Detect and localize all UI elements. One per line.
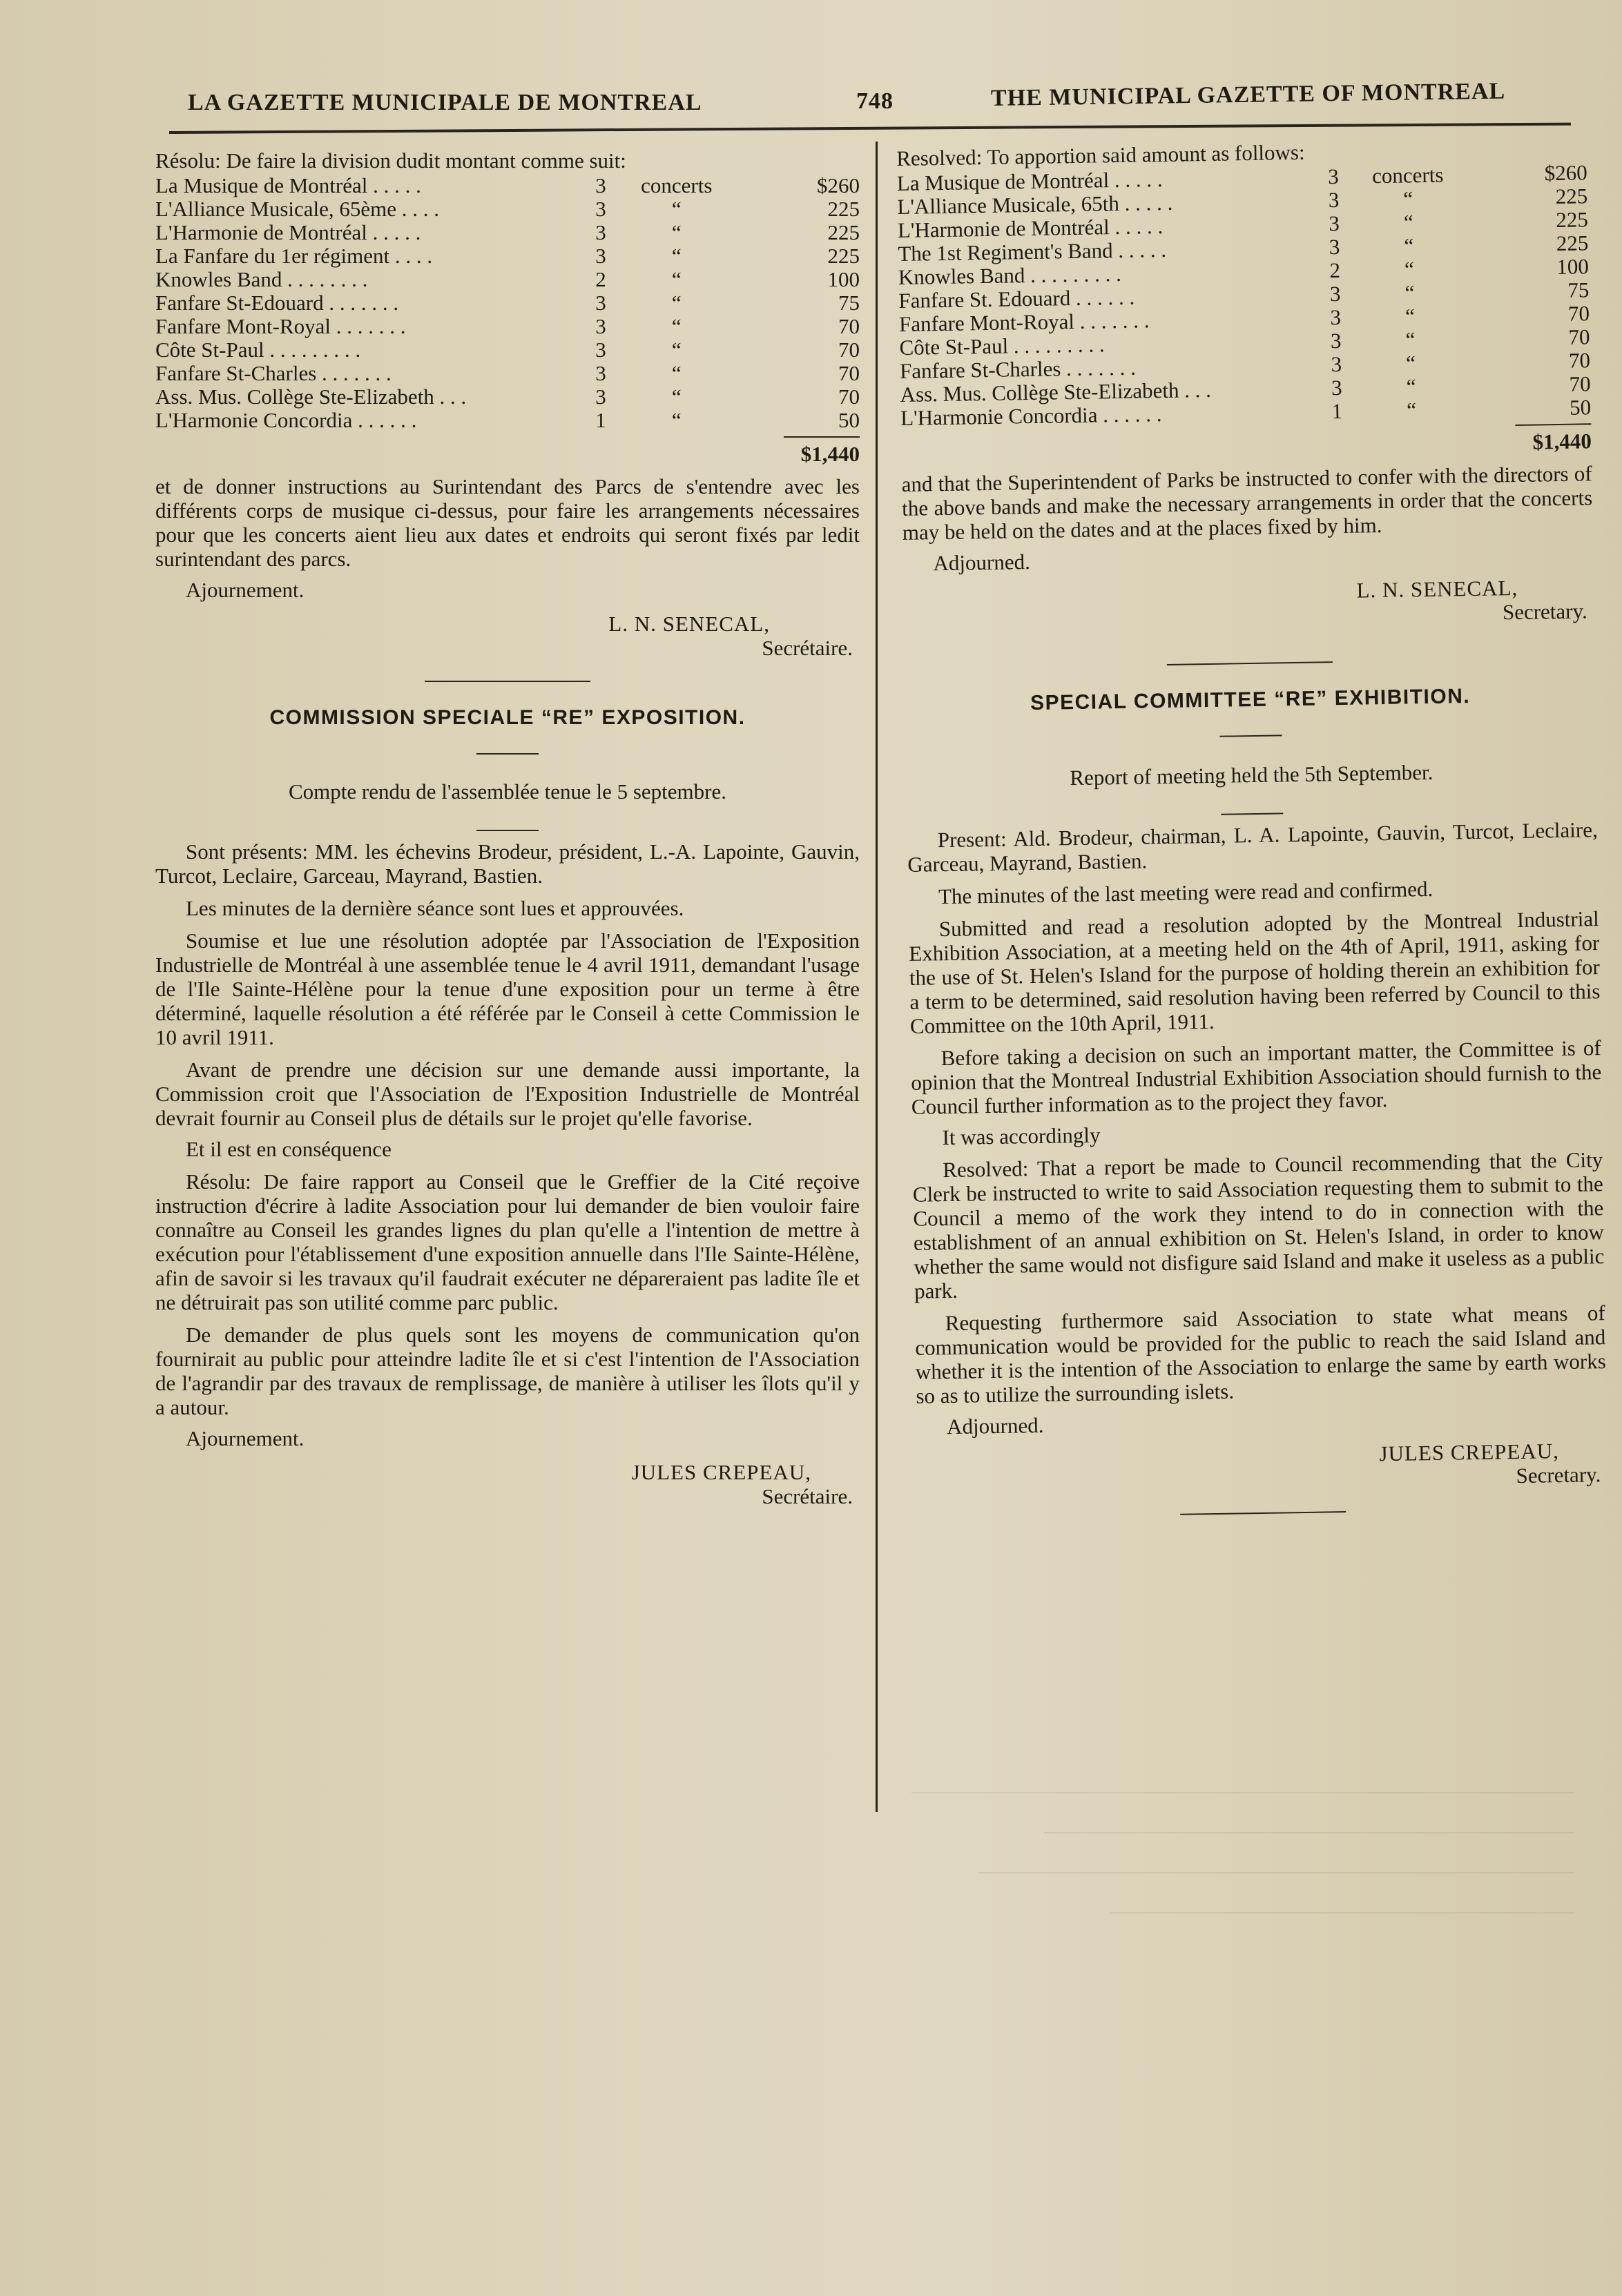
resolution-intro: Résolu: De faire la division dudit montant comme suit:	[155, 148, 626, 173]
allocation-unit: “	[671, 338, 682, 362]
consequently-line: It was accordingly	[942, 1122, 1101, 1150]
allocation-band: Knowles Band . . . . . . . .	[155, 267, 368, 291]
allocation-amount: 70	[1567, 301, 1590, 326]
allocation-count: 3	[1331, 351, 1342, 377]
allocation-count: 3	[1330, 328, 1342, 353]
column-divider	[876, 142, 878, 1812]
allocation-amount: 225	[827, 197, 860, 221]
allocation-amount: 70	[1568, 324, 1590, 349]
allocation-unit: “	[1405, 327, 1416, 352]
allocation-unit: “	[1404, 233, 1414, 258]
allocation-row	[155, 174, 860, 197]
allocation-amount: 75	[1567, 278, 1590, 302]
resolved-paragraph: Résolu: De faire rapport au Conseil que le Greffier de la Cité reçoive instruction d'écrire à ladite Association pour lui demander de bien vouloir faire connaître au Conseil les grandes lignes du plan qu'elle a l'intention de mettre à exécution pour l'établissement d'une exposition annuelle dans l'Ile Sainte-Hélène, afin de savoir si les travaux qu'il faudrait exécuter ne dépareraient pas ladite île et ne détruirait pas son utilité comme parc public.	[155, 1169, 860, 1314]
allocation-unit: concerts	[1371, 162, 1444, 188]
allocation-band: Fanfare St-Charles . . . . . . .	[155, 361, 392, 385]
total-rule	[784, 436, 860, 438]
total-rule	[1515, 423, 1591, 426]
resolution-intro: Resolved: To apportion said amount as follows:	[896, 139, 1305, 171]
allocation-amount: 70	[838, 338, 860, 362]
allocation-band: La Musique de Montréal . . . . .	[155, 173, 421, 197]
allocation-band: Fanfare St-Edouard . . . . . . .	[155, 291, 399, 315]
allocation-band: L'Harmonie de Montréal . . . . .	[155, 220, 421, 244]
allocation-amount: $260	[1544, 160, 1587, 186]
allocation-row	[155, 315, 860, 338]
minutes-paragraph: The minutes of the last meeting were read and confirmed.	[938, 876, 1433, 909]
allocation-count: 3	[1331, 375, 1342, 400]
allocation-count: 3	[595, 291, 606, 315]
allocation-band: The 1st Regiment's Band . . . . .	[898, 237, 1167, 266]
allocation-amount: 70	[838, 361, 860, 385]
allocation-count: 3	[595, 314, 606, 338]
allocation-amount: $260	[817, 173, 860, 197]
signature-2-name: JULES CREPEAU,	[631, 1460, 811, 1484]
allocation-unit: “	[1404, 304, 1416, 329]
allocation-row	[155, 291, 860, 315]
allocation-total: $1,440	[1532, 429, 1592, 454]
french-column	[155, 148, 860, 1508]
allocation-row	[155, 244, 860, 268]
resolved-paragraph: Resolved: That a report be made to Council recommending that the City Clerk be instructed to write to said Association requesting them to submit to the Council a memo of the work they intend to do in connection with the establishment of an annual exhibition on St. Helen's Island, in order to know whether the same would not disfigure said Island and make it useless as a public park.	[912, 1147, 1605, 1303]
allocation-amount: 70	[1568, 348, 1591, 373]
allocation-table	[155, 174, 860, 432]
allocation-row	[155, 268, 860, 291]
allocation-count: 3	[595, 197, 606, 221]
signature-2-name: JULES CREPEAU,	[1379, 1439, 1560, 1466]
allocation-count: 2	[1329, 257, 1341, 283]
signature-2-title: Secrétaire.	[762, 1484, 853, 1508]
allocation-count: 3	[595, 385, 606, 409]
allocation-band: Fanfare Mont-Royal . . . . . . .	[898, 308, 1150, 336]
allocation-count: 3	[1330, 304, 1342, 330]
present-paragraph: Sont présents: MM. les échevins Brodeur, président, L.-A. Lapointe, Gauvin, Turcot, Leclaire, Garceau, Mayrand, Bastien.	[155, 839, 860, 888]
allocation-unit: “	[1405, 351, 1416, 376]
allocation-unit: “	[671, 361, 682, 385]
allocation-row	[155, 221, 860, 244]
allocation-band: La Fanfare du 1er régiment . . . .	[155, 244, 433, 268]
allocation-band: L'Alliance Musicale, 65th . . . . .	[897, 190, 1173, 219]
instructions-paragraph: and that the Superintendent of Parks be instructed to confer with the directors of the above bands and make the necessary arrangements in order that the concerts may be held on the dates and at the places fixed by him.	[901, 461, 1593, 545]
allocation-row	[155, 362, 860, 385]
allocation-count: 1	[595, 408, 606, 432]
decision-paragraph: Avant de prendre une décision sur une demande aussi importante, la Commission croit que l'Association de l'Exposition Industrielle de Montréal devrait fournir au Conseil plus de détails sur le projet qu'elle favorise.	[155, 1058, 860, 1130]
minutes-paragraph: Les minutes de la dernière séance sont lues et approuvées.	[186, 896, 684, 920]
allocation-band: Fanfare St. Edouard . . . . . .	[898, 284, 1135, 313]
allocation-count: 3	[595, 361, 606, 385]
allocation-amount: 50	[838, 408, 860, 432]
allocation-total: $1,440	[800, 442, 860, 466]
title-rule	[1219, 734, 1282, 737]
english-column	[896, 135, 1608, 1519]
adjournment: Ajournement.	[186, 578, 305, 602]
allocation-band: Côte St-Paul . . . . . . . . .	[899, 332, 1105, 360]
adjournment-2: Ajournement.	[186, 1426, 305, 1450]
allocation-band: Ass. Mus. Collège Ste-Elizabeth . . .	[155, 385, 467, 409]
allocation-unit: “	[1404, 280, 1415, 305]
allocation-amount: 70	[838, 314, 860, 338]
allocation-amount: 225	[827, 244, 860, 268]
allocation-table	[897, 161, 1592, 430]
allocation-unit: “	[671, 244, 682, 268]
allocation-row	[155, 409, 860, 432]
section-title: COMMISSION SPECIALE “RE” EXPOSITION.	[269, 706, 746, 729]
consequently-line: Et il est en conséquence	[186, 1137, 392, 1161]
allocation-band: L'Harmonie Concordia . . . . . .	[155, 408, 417, 432]
section-title: SPECIAL COMMITTEE “RE” EXHIBITION.	[1030, 685, 1471, 715]
signature-name: L. N. SENECAL,	[608, 612, 770, 636]
allocation-unit: “	[1403, 210, 1413, 235]
allocation-unit: “	[1406, 374, 1416, 399]
header-left-title: LA GAZETTE MUNICIPALE DE MONTREAL	[188, 90, 702, 115]
allocation-count: 3	[1327, 164, 1340, 189]
allocation-unit: “	[1403, 186, 1413, 211]
allocation-unit: “	[671, 385, 682, 409]
signature-2-title: Secretary.	[1516, 1462, 1601, 1488]
allocation-band: Knowles Band . . . . . . . . .	[898, 261, 1122, 289]
section-rule	[425, 681, 590, 682]
allocation-unit: “	[671, 408, 682, 432]
title-rule	[476, 753, 539, 755]
allocation-unit: “	[671, 267, 682, 291]
allocation-band: L'Harmonie de Montréal . . . . .	[897, 213, 1164, 242]
allocation-amount: 100	[827, 267, 860, 291]
allocation-amount: 225	[1556, 231, 1589, 256]
decision-paragraph: Before taking a decision on such an important matter, the Committee is of opinion that the Montreal Industrial Exhibition Association should furnish to the Council further information as to the project they favor.	[911, 1035, 1602, 1119]
adjournment-2: Adjourned.	[946, 1412, 1044, 1439]
allocation-band: La Musique de Montréal . . . . .	[896, 166, 1163, 195]
allocation-unit: “	[1406, 398, 1417, 422]
allocation-count: 2	[595, 267, 606, 291]
adjournment: Adjourned.	[933, 549, 1031, 576]
running-head	[173, 78, 1574, 123]
present-paragraph: Present: Ald. Brodeur, chairman, L. A. Lapointe, Gauvin, Turcot, Leclaire, Garceau, Mayrand, Bastien.	[907, 817, 1598, 877]
bleed-through-texture	[911, 1767, 1574, 1927]
allocation-count: 3	[595, 220, 606, 244]
end-rule	[1180, 1511, 1346, 1515]
signature-title: Secrétaire.	[762, 636, 853, 660]
allocation-amount: 75	[838, 291, 860, 315]
page-number: 748	[856, 88, 894, 114]
allocation-amount: 70	[838, 385, 860, 409]
allocation-count: 3	[1329, 281, 1341, 307]
allocation-unit: “	[671, 314, 682, 338]
allocation-unit: concerts	[641, 173, 713, 197]
header-right-title: THE MUNICIPAL GAZETTE OF MONTREAL	[990, 78, 1506, 111]
submitted-paragraph: Submitted and read a resolution adopted by the Montreal Industrial Exhibition Association, at a meeting held on the 4th of April, 1911, asking for the use of St. Helen's Island for the purpose of holding therein an exhibition for a term to be determined, said resolution having been referred by Council to this Committee on the 10th April, 1911.	[909, 906, 1601, 1038]
allocation-amount: 100	[1556, 254, 1590, 279]
allocation-unit: “	[671, 291, 682, 315]
submitted-paragraph: Soumise et lue une résolution adoptée par l'Association de l'Exposition Industrielle de Montréal à une assemblée tenue le 4 avril 1911, demandant l'usage de l'Ile Sainte-Hélène pour la tenue d'une exposition pour un terme à être déterminé, laquelle résolution a été référée par le Conseil à cette Commission le 10 avril 1911.	[155, 928, 860, 1049]
subtitle-rule	[1221, 813, 1283, 815]
allocation-amount: 70	[1569, 371, 1591, 396]
allocation-count: 3	[595, 244, 606, 268]
signature-title: Secretary.	[1502, 599, 1587, 625]
allocation-band: L'Alliance Musicale, 65ème . . . .	[155, 197, 440, 221]
allocation-count: 3	[595, 173, 606, 197]
meeting-report: Compte rendu de l'assemblée tenue le 5 septembre.	[289, 779, 726, 804]
allocation-count: 3	[595, 338, 606, 362]
allocation-amount: 225	[827, 220, 860, 244]
allocation-count: 3	[1328, 187, 1340, 213]
allocation-amount: 50	[1569, 395, 1592, 420]
allocation-amount: 225	[1556, 207, 1589, 233]
instructions-paragraph: et de donner instructions au Surintendant des Parcs de s'entendre avec les différents corps de musique ci-dessus, pour faire les arrangements nécessaires pour que les concerts aient lieu aux dates et endroits qui seront fixés par ledit surintendant des parcs.	[155, 474, 860, 571]
header-rule	[169, 123, 1571, 134]
subtitle-rule	[476, 830, 539, 831]
meeting-report: Report of meeting held the 5th September.	[1070, 759, 1433, 790]
allocation-count: 3	[1329, 211, 1340, 236]
signature-name: L. N. SENECAL,	[1356, 575, 1518, 603]
section-rule	[1167, 661, 1333, 665]
allocation-band: Côte St-Paul . . . . . . . . .	[155, 338, 361, 362]
allocation-band: Ass. Mus. Collège Ste-Elizabeth . . .	[900, 377, 1212, 407]
further-paragraph: Requesting furthermore said Association to state what means of communication would be provided for the public to reach the said Island and whether it is the intention of the Association to enlarge the same by earth works so as to utilize the surrounding islets.	[915, 1301, 1607, 1408]
allocation-unit: “	[671, 197, 682, 221]
allocation-band: Fanfare Mont-Royal . . . . . . .	[155, 314, 406, 338]
allocation-band: Fanfare St-Charles . . . . . . .	[899, 355, 1137, 383]
allocation-unit: “	[671, 220, 682, 244]
allocation-row	[155, 338, 860, 362]
allocation-count: 3	[1329, 234, 1340, 260]
further-paragraph: De demander de plus quels sont les moyens de communication qu'on fournirait au public pour atteindre ladite île et si c'est l'intention de l'Association de l'agrandir par des travaux de remplissage, de manière à utiliser les îlots qu'il y a autour.	[155, 1323, 860, 1419]
allocation-count: 1	[1331, 398, 1343, 424]
allocation-row	[155, 385, 860, 409]
allocation-unit: “	[1404, 257, 1415, 282]
allocation-amount: 225	[1555, 184, 1588, 209]
allocation-band: L'Harmonie Concordia . . . . . .	[900, 402, 1162, 430]
allocation-row	[155, 197, 860, 221]
